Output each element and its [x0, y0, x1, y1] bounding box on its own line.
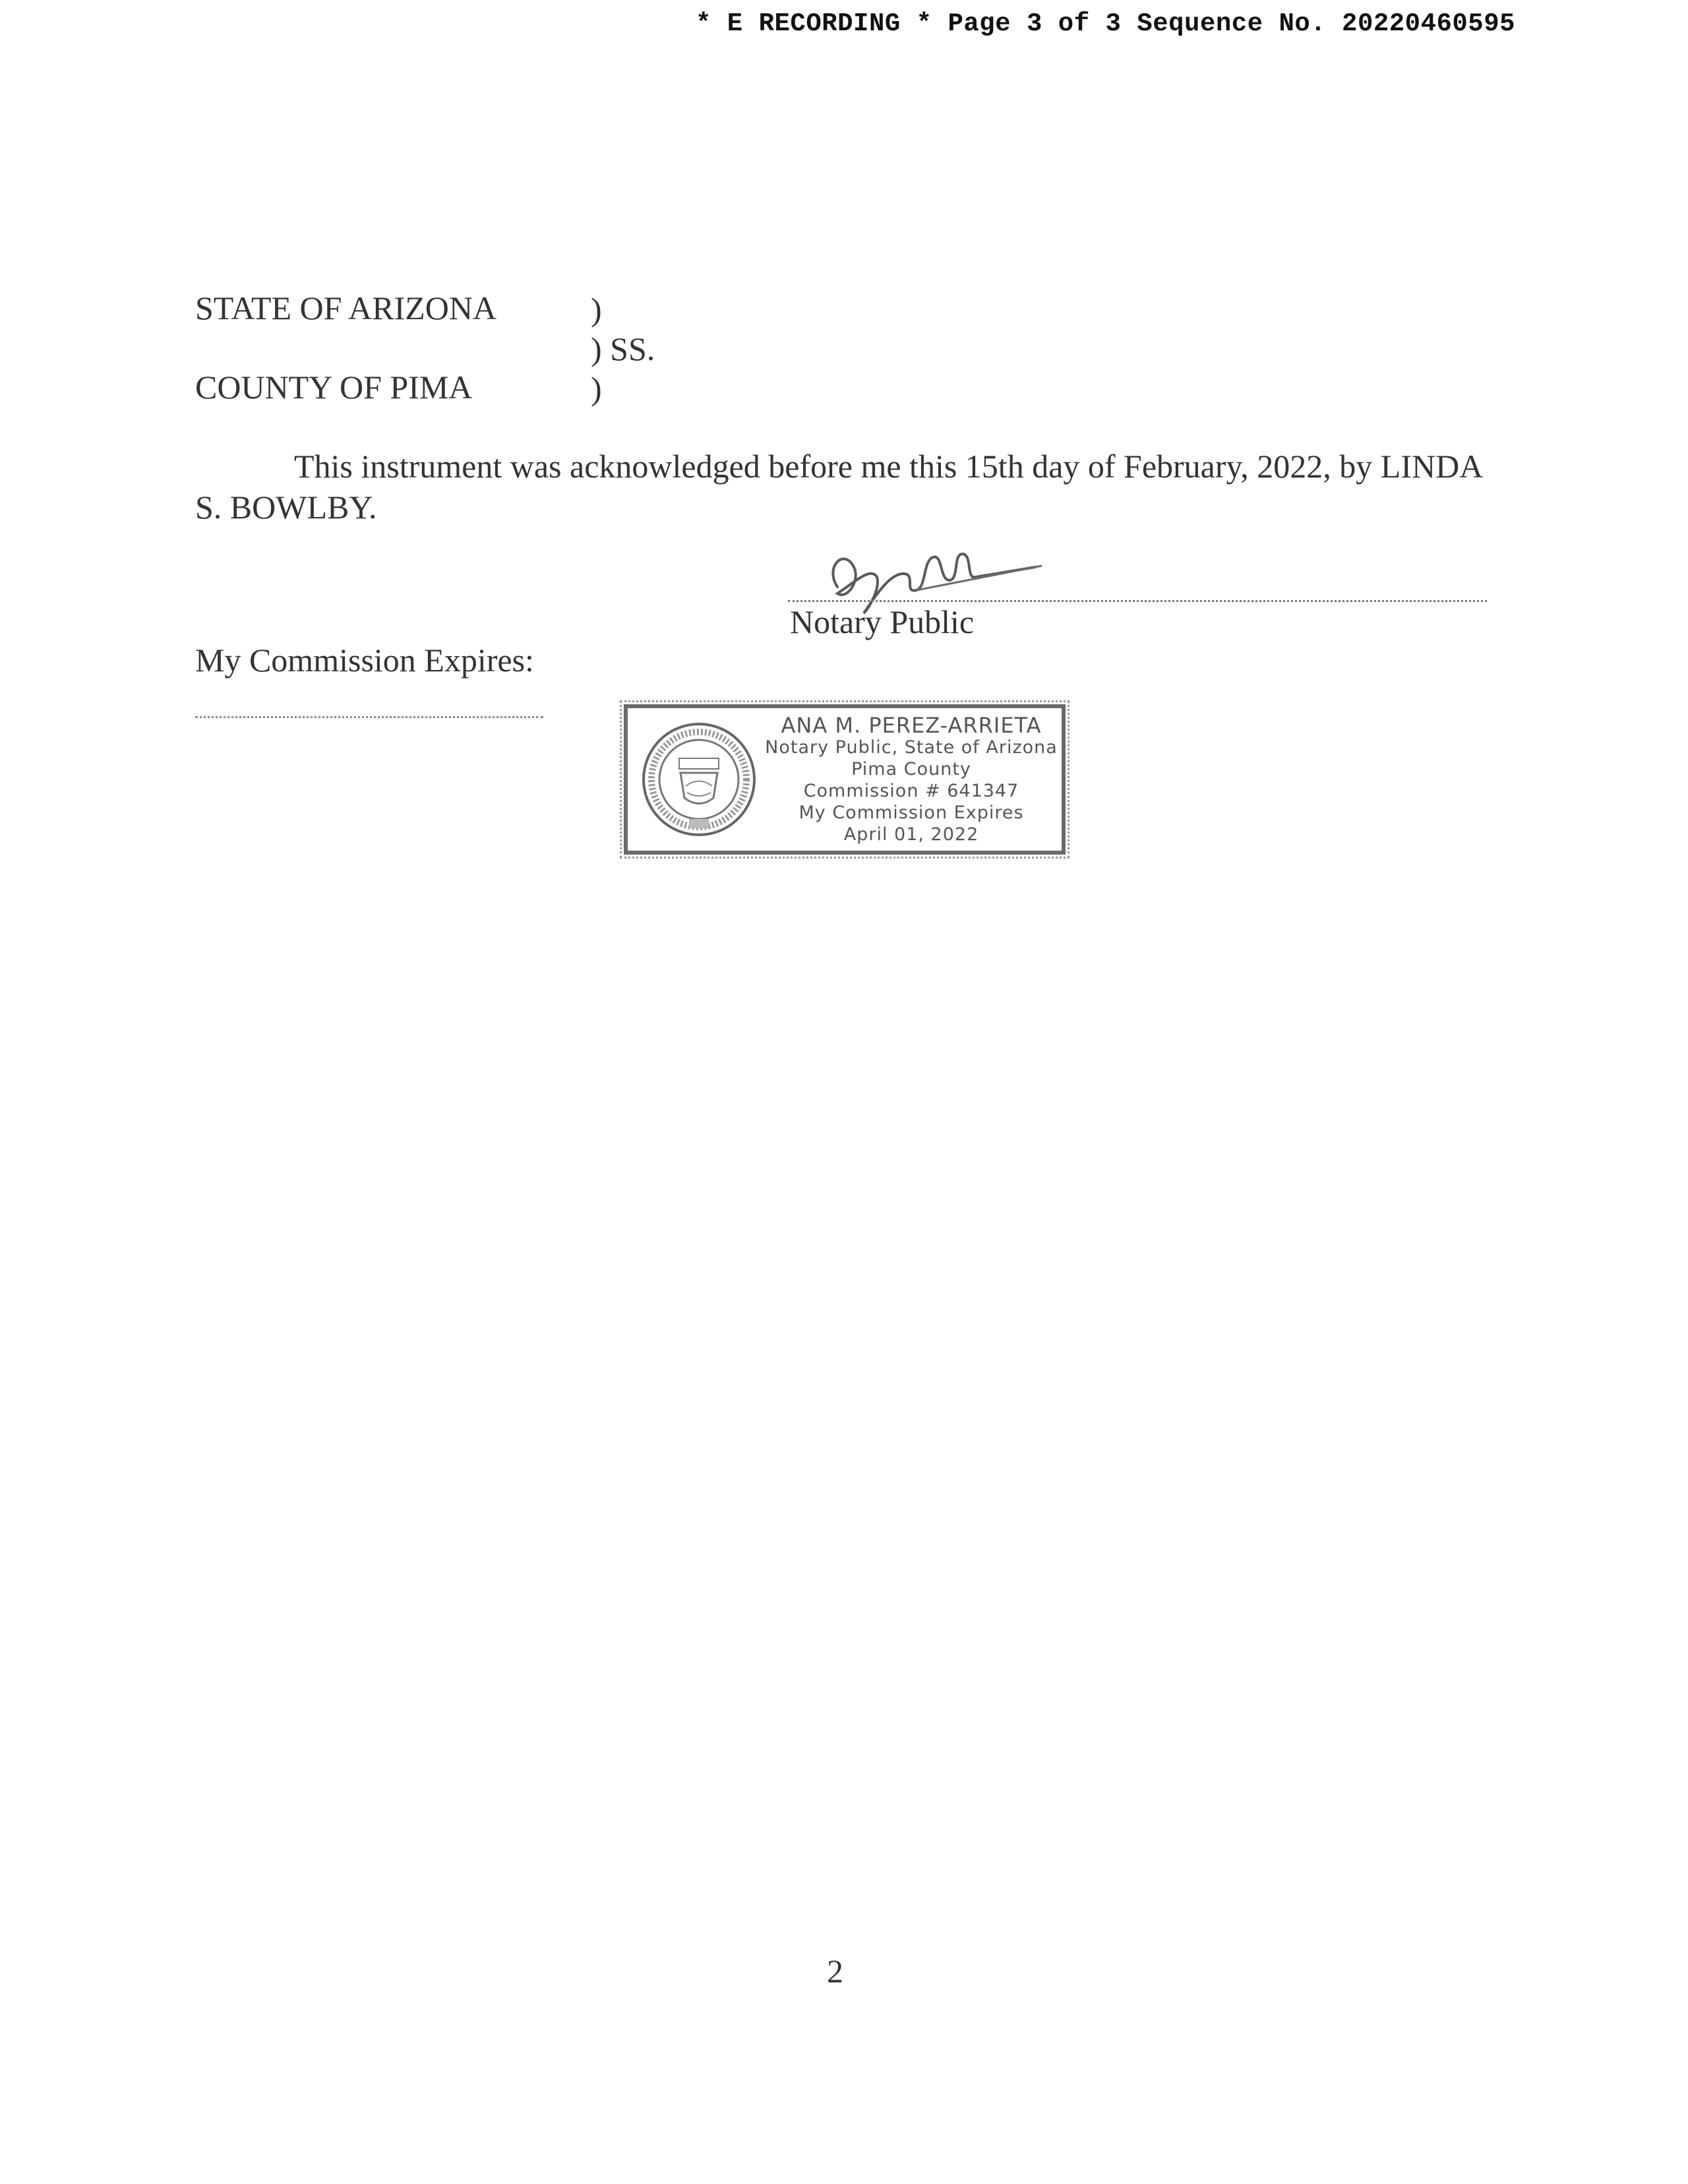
- stamp-text-block: [757, 715, 1066, 845]
- commission-expires-label: My Commission Expires:: [195, 642, 534, 679]
- stamp-notary-title: Notary Public, State of Arizona: [765, 737, 1058, 758]
- notary-stamp: [624, 704, 1066, 855]
- arizona-seal-icon: [640, 720, 758, 839]
- stamp-county: Pima County: [851, 759, 971, 779]
- stamp-notary-name: ANA M. PEREZ-ARRIETA: [781, 713, 1042, 738]
- venue-paren-bottom: ): [591, 370, 602, 407]
- stamp-commission-number: Commission # 641347: [803, 781, 1019, 801]
- venue-county: COUNTY OF PIMA: [195, 369, 473, 406]
- stamp-expires-label: My Commission Expires: [799, 803, 1024, 823]
- venue-paren-ss: ) SS.: [591, 330, 655, 367]
- signature-line: [788, 600, 1487, 602]
- venue-paren-top: ): [591, 291, 602, 328]
- recording-header: * E RECORDING * Page 3 of 3 Sequence No. 20220460595: [696, 9, 1515, 38]
- stamp-expires-date: April 01, 2022: [843, 824, 979, 845]
- notary-public-label: Notary Public: [790, 603, 975, 640]
- acknowledgment-paragraph: This instrument was acknowledged before me this 15th day of February, 2022, by LINDA S. BOWLBY.: [195, 448, 1482, 526]
- page-number: 2: [827, 1953, 843, 1989]
- commission-expires-line: [195, 716, 543, 718]
- venue-state: STATE OF ARIZONA: [195, 289, 497, 326]
